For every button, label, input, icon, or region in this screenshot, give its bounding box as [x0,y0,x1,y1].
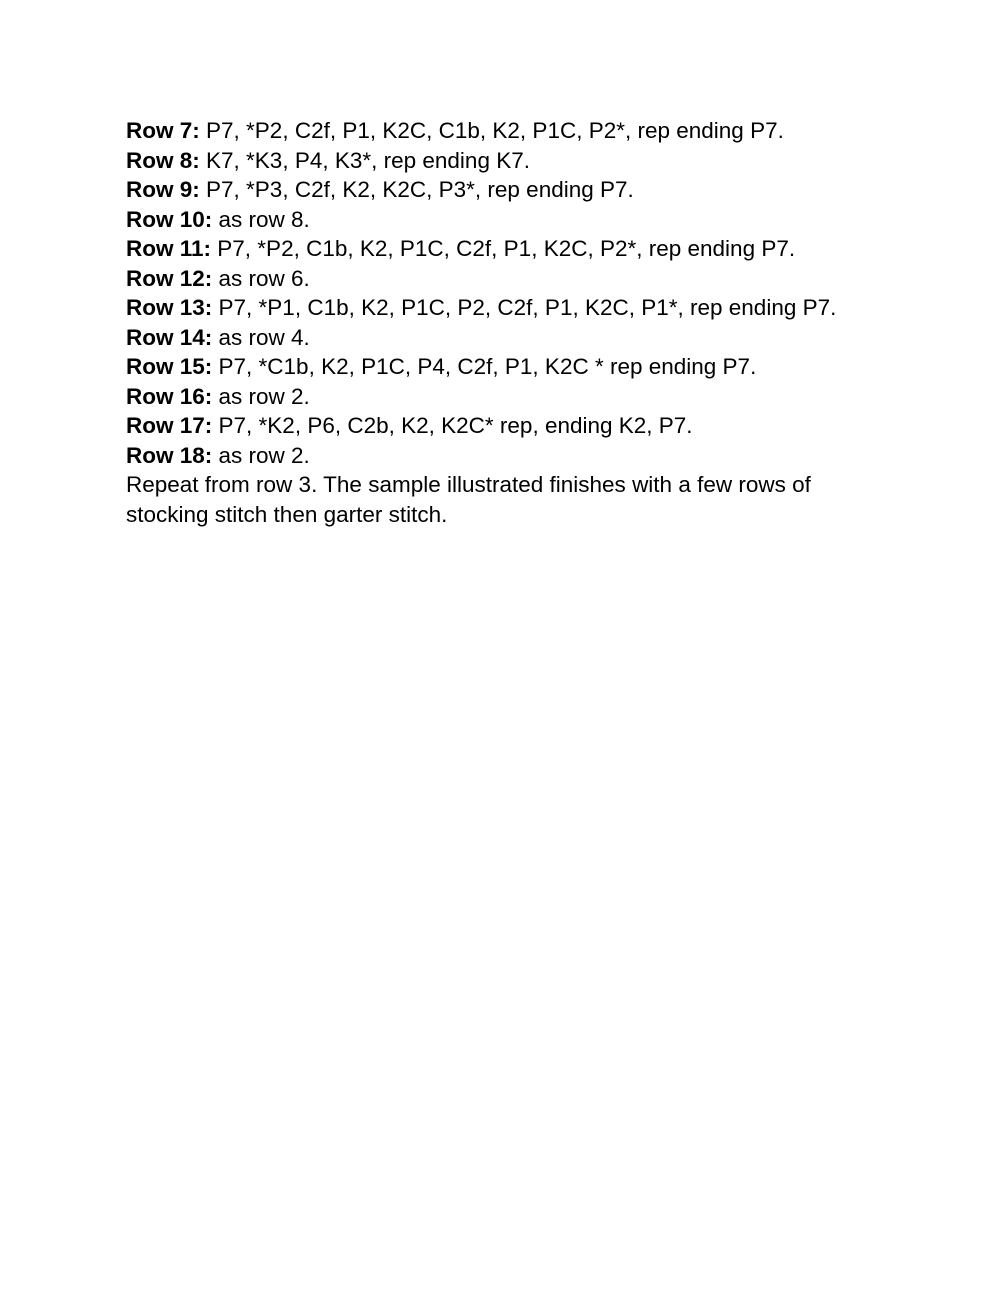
row-label: Row 16: [126,383,213,409]
row-label: Row 10: [126,206,213,232]
row-11-instruction [126,234,878,264]
row-label: Row 7: [126,118,200,143]
row-label: Row 15: [126,354,213,379]
row-text: P7, *C1b, K2, P1C, P4, C2f, P1, K2C * rep ending P7. [212,354,757,379]
knitting-instructions [126,116,878,529]
row-label: Row 11: [126,236,212,261]
row-7-instruction [126,116,878,146]
row-18-instruction [126,441,878,471]
row-text: as row 2. [212,442,310,468]
row-13-instruction [126,293,878,323]
row-label: Row 9: [126,177,200,202]
row-16-instruction [126,382,878,412]
row-text: as row 8. [212,206,310,232]
row-15-instruction [126,352,878,382]
row-label: Row 14: [126,324,213,350]
row-label: Row 17: [126,413,213,438]
row-text: P7, *P3, C2f, K2, K2C, P3*, rep ending P7. [199,177,634,202]
row-14-instruction [126,323,878,353]
row-text: P7, *P1, C1b, K2, P1C, P2, C2f, P1, K2C, P1*, rep ending P7. [212,295,837,320]
row-label: Row 18: [126,442,213,468]
row-label: Row 12: [126,265,213,291]
row-text: P7, *K2, P6, C2b, K2, K2C* rep, ending K2, P7. [212,413,693,438]
row-10-instruction [126,205,878,235]
row-text: P7, *P2, C2f, P1, K2C, C1b, K2, P1C, P2*, rep ending P7. [199,118,784,143]
row-17-instruction [126,411,878,441]
row-text: as row 4. [212,324,310,350]
row-text: P7, *P2, C1b, K2, P1C, C2f, P1, K2C, P2*, rep ending P7. [211,236,796,261]
row-text: as row 6. [212,265,310,291]
row-12-instruction [126,264,878,294]
row-9-instruction [126,175,878,205]
row-label: Row 8: [126,147,200,173]
closing-paragraph: Repeat from row 3. The sample illustrated finishes with a few rows of stocking stitch then garter stitch. [126,472,811,527]
row-text: K7, *K3, P4, K3*, rep ending K7. [199,147,530,173]
row-label: Row 13: [126,295,213,320]
row-text: as row 2. [212,383,310,409]
row-8-instruction [126,146,878,176]
